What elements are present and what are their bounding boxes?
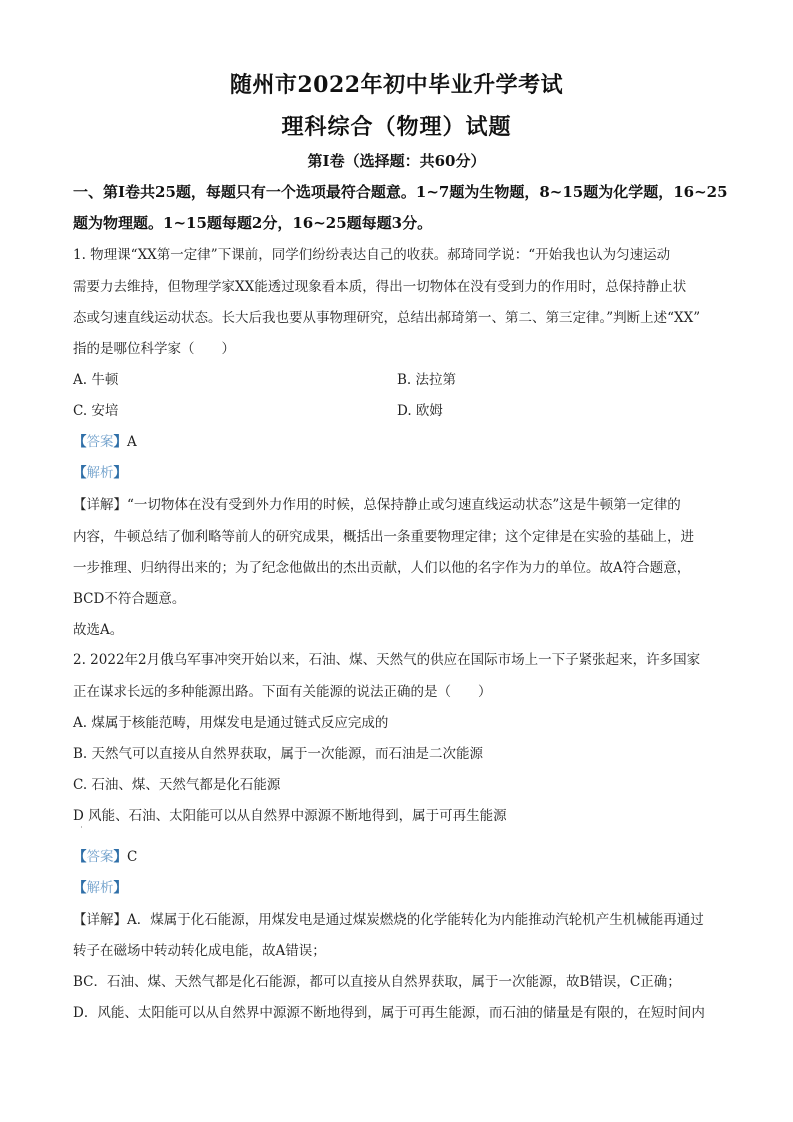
answer-label: 答案 — [86, 849, 114, 865]
answer-value: C — [127, 849, 138, 865]
detail-bracket-open: 【 — [73, 497, 87, 513]
detail-line: 转子在磁场中转动转化成电能，故A错误； — [73, 943, 326, 959]
option-a: A. 煤属于核能范畴，用煤发电是通过链式反应完成的 — [73, 715, 389, 731]
question-stem-line: 指的是哪位科学家（ ） — [73, 341, 235, 357]
answer-line — [73, 433, 137, 451]
detail-text: “一切物体在没有受到外力作用的时候，总保持静止或匀速直线运动状态”这是牛顿第一定律的 — [127, 497, 681, 513]
bracket-open: 【 — [73, 434, 87, 450]
instructions-line-1: 一、第I卷共25题，每题只有一个选项最符合题意。1~7题为生物题，8~15题为化学题，16~25 — [73, 183, 728, 201]
bracket-close: 】 — [113, 465, 127, 481]
instructions-line-2: 题为物理题。1~15题每题2分，16~25题每题3分。 — [73, 214, 433, 232]
detail-label: 详解 — [86, 912, 114, 928]
option-c: C. 安培 — [73, 403, 119, 419]
question-stem-line: 正在谋求长远的多种能源出路。下面有关能源的说法正确的是（ ） — [73, 684, 492, 700]
bracket-open: 【 — [73, 465, 87, 481]
detail-line: D．风能、太阳能可以从自然界中源源不断地得到，属于可再生能源，而石油的储量是有限的，在短时间内 — [73, 1005, 705, 1021]
analysis-label-line — [73, 879, 127, 897]
detail-bracket-close: 】 — [113, 497, 127, 513]
detail-label: 详解 — [86, 497, 114, 513]
question-stem-line: 态或匀速直线运动状态。长大后我也要从事物理研究，总结出郝琦第一、第二、第三定律。”判断上述“XX” — [73, 310, 701, 326]
detail-bracket-open: 【 — [73, 912, 87, 928]
option-a: A. 牛顿 — [73, 372, 119, 388]
detail-line: BCD不符合题意。 — [73, 591, 186, 607]
detail-line — [73, 496, 681, 514]
option-c: C. 石油、煤、天然气都是化石能源 — [73, 777, 281, 793]
answer-label: 答案 — [86, 434, 114, 450]
detail-bracket-close: 】 — [113, 912, 127, 928]
stray-mark — [81, 826, 82, 828]
option-b: B. 天然气可以直接从自然界获取，属于一次能源，而石油是二次能源 — [73, 746, 484, 762]
bracket-open: 【 — [73, 880, 87, 896]
detail-line — [73, 911, 704, 929]
page-title: 随州市2022年初中毕业升学考试 — [229, 72, 564, 98]
detail-line: 故选A。 — [73, 622, 124, 638]
analysis-label: 解析 — [86, 465, 114, 481]
bracket-close: 】 — [113, 880, 127, 896]
option-d: D. 欧姆 — [397, 403, 443, 419]
analysis-label: 解析 — [86, 880, 114, 896]
detail-line: BC．石油、煤、天然气都是化石能源，都可以直接从自然界获取，属于一次能源，故B错误，C正确； — [73, 974, 681, 990]
option-b: B. 法拉第 — [397, 372, 457, 388]
detail-line: 一步推理、归纳得出来的；为了纪念他做出的杰出贡献，人们以他的名字作为力的单位。故A符合题意， — [73, 560, 691, 576]
bracket-close: 】 — [113, 434, 127, 450]
section-heading: 第I卷（选择题：共60分） — [307, 152, 486, 170]
analysis-label-line — [73, 464, 127, 482]
option-d: D 风能、石油、太阳能可以从自然界中源源不断地得到，属于可再生能源 — [73, 808, 507, 824]
page-subtitle: 理科综合（物理）试题 — [281, 114, 512, 140]
answer-line — [73, 848, 137, 866]
question-stem-line: 2. 2022年2月俄乌军事冲突开始以来，石油、煤、天然气的供应在国际市场上一下子紧张起来，许多国家 — [73, 652, 701, 668]
detail-text: A．煤属于化石能源，用煤发电是通过煤炭燃烧的化学能转化为内能推动汽轮机产生机械能再通过 — [127, 912, 704, 928]
answer-value: A — [127, 434, 137, 450]
bracket-open: 【 — [73, 849, 87, 865]
question-stem-line: 需要力去维持，但物理学家XX能透过现象看本质，得出一切物体在没有受到力的作用时，总保持静止状 — [73, 279, 687, 295]
bracket-close: 】 — [113, 849, 127, 865]
detail-line: 内容，牛顿总结了伽利略等前人的研究成果，概括出一条重要物理定律；这个定律是在实验的基础上，进 — [73, 529, 694, 545]
question-stem-line: 1. 物理课“XX第一定律”下课前，同学们纷纷表达自己的收获。郝琦同学说：“开始我也认为匀速运动 — [73, 247, 671, 263]
